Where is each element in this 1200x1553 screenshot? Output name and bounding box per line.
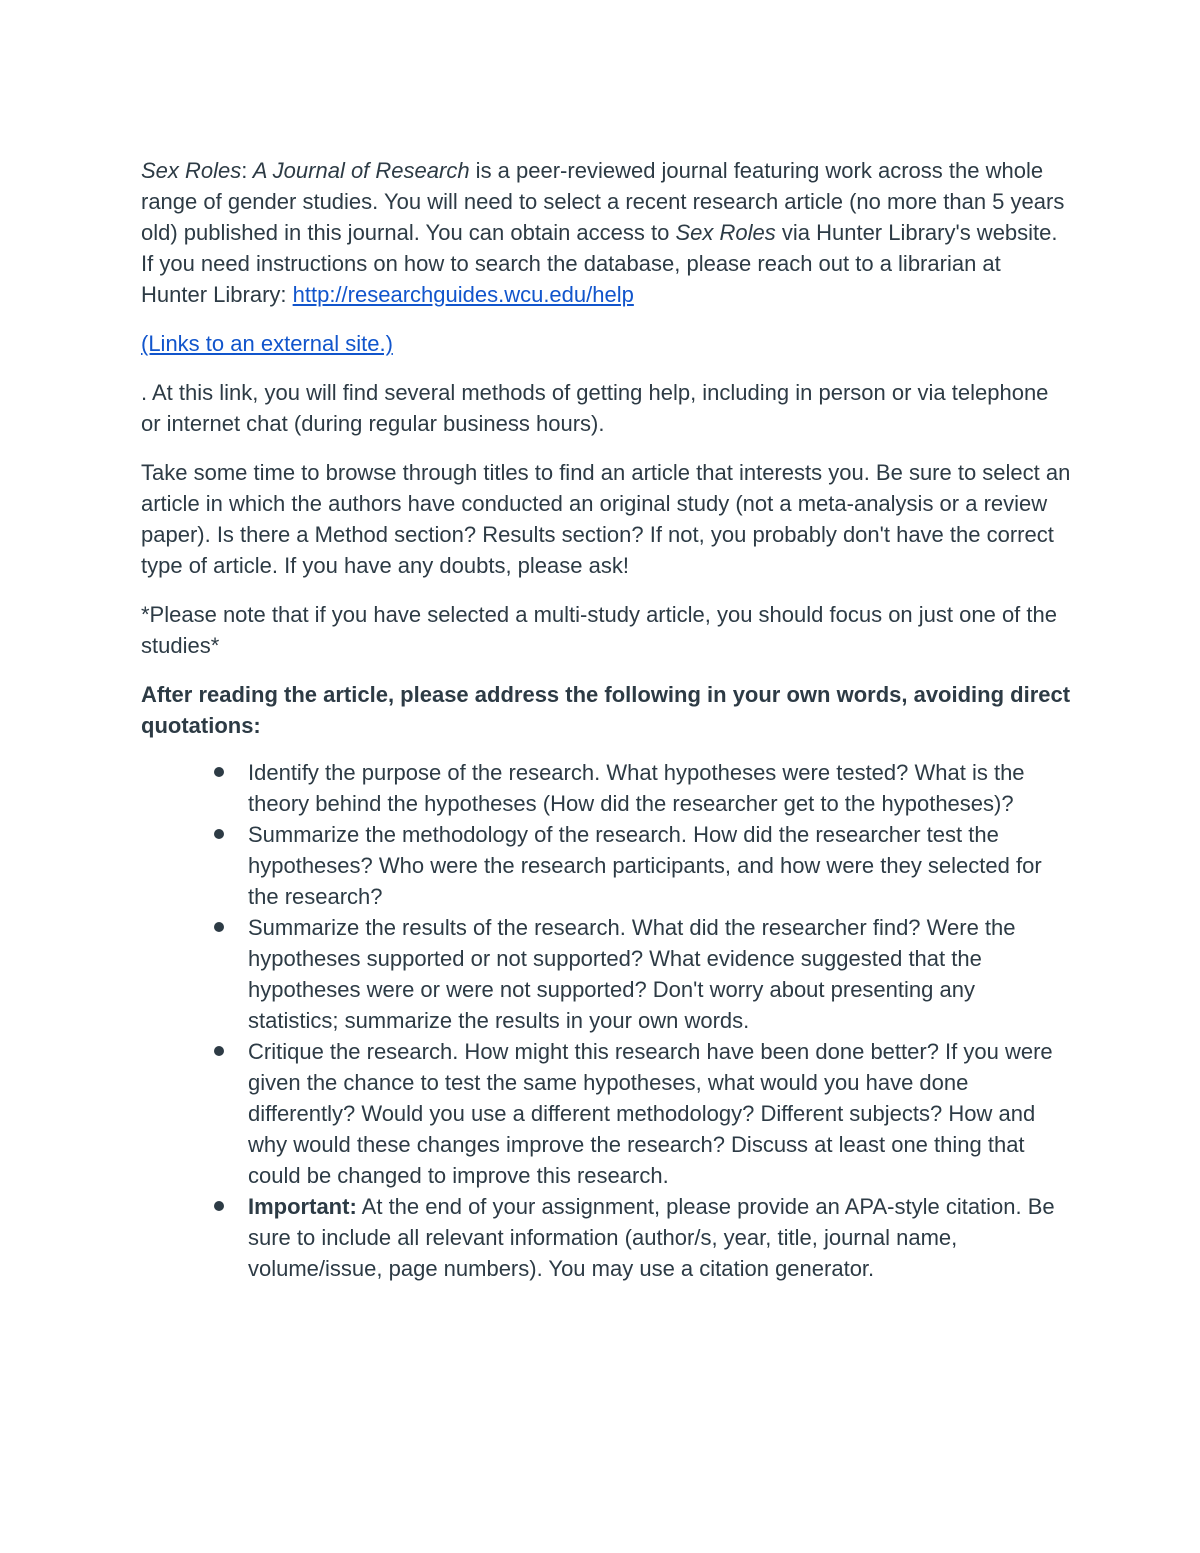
task-text: Summarize the results of the research. What did the researcher find? Were the hypotheses supported or not supported? What evidence suggested that the hypotheses were or were not supported? Don't worry about presenting any statistics; summarize the results in your own words. bbox=[248, 915, 1016, 1033]
task-text: Identify the purpose of the research. What hypotheses were tested? What is the theory behind the hypotheses (How did the researcher get to the hypotheses)? bbox=[248, 760, 1025, 816]
journal-subtitle: A Journal of Research bbox=[247, 158, 470, 183]
external-link-paragraph bbox=[141, 328, 1071, 359]
assignment-document bbox=[141, 155, 1071, 1284]
task-item-citation bbox=[248, 1191, 1071, 1284]
bullet-icon bbox=[214, 767, 224, 777]
task-list bbox=[141, 757, 1071, 1284]
help-link[interactable]: http://researchguides.wcu.edu/help bbox=[292, 282, 634, 307]
external-site-link[interactable]: (Links to an external site.) bbox=[141, 331, 393, 356]
bullet-icon bbox=[214, 829, 224, 839]
intro-paragraph bbox=[141, 155, 1071, 310]
bullet-icon bbox=[214, 1201, 224, 1211]
task-text: Summarize the methodology of the research. How did the researcher test the hypotheses? Who were the research participants, and how were they selected for the research? bbox=[248, 822, 1042, 909]
journal-subtitle-separator: : bbox=[241, 158, 248, 183]
bullet-icon bbox=[214, 1046, 224, 1056]
task-item-results bbox=[248, 912, 1071, 1036]
instructions-heading: After reading the article, please address the following in your own words, avoiding direct quotations: bbox=[141, 682, 1071, 738]
intro-text-2: via Hunter Library's website. If you need instructions on how to search the database, please reach out to a librarian at Hunter Library: bbox=[141, 220, 1058, 307]
task-item-methodology bbox=[248, 819, 1071, 912]
journal-title-inline: Sex Roles bbox=[675, 220, 776, 245]
task-text: Critique the research. How might this research have been done better? If you were given the chance to test the same hypotheses, what would you have done differently? Would you use a different methodology? Different subjects? How and why would these changes improve the research? Discuss at least one thing that could be changed to improve this research. bbox=[248, 1039, 1053, 1188]
important-text: At the end of your assignment, please provide an APA-style citation. Be sure to include all relevant information (author/s, year, title, journal name, volume/issue, page numbers). You may use a citation generator. bbox=[248, 1194, 1055, 1281]
task-item-critique bbox=[248, 1036, 1071, 1191]
journal-title: Sex Roles bbox=[141, 158, 242, 183]
task-item-purpose bbox=[248, 757, 1071, 819]
bullet-icon bbox=[214, 922, 224, 932]
browse-paragraph: Take some time to browse through titles to find an article that interests you. Be sure to select an article in which the authors have conducted an original study (not a meta-analysis or a review paper). Is there a Method section? Results section? If not, you probably don't have the correct type of article. If you have any doubts, please ask! bbox=[141, 460, 1071, 578]
important-label: Important: bbox=[248, 1194, 357, 1219]
intro-text-1: is a peer-reviewed journal featuring work across the whole range of gender studies. You will need to select a recent research article (no more than 5 years old) published in this journal. You can obtain access to bbox=[141, 158, 1065, 245]
help-methods-paragraph: . At this link, you will find several methods of getting help, including in person or via telephone or internet chat (during regular business hours). bbox=[141, 380, 1049, 436]
note-paragraph: *Please note that if you have selected a multi-study article, you should focus on just one of the studies* bbox=[141, 602, 1057, 658]
